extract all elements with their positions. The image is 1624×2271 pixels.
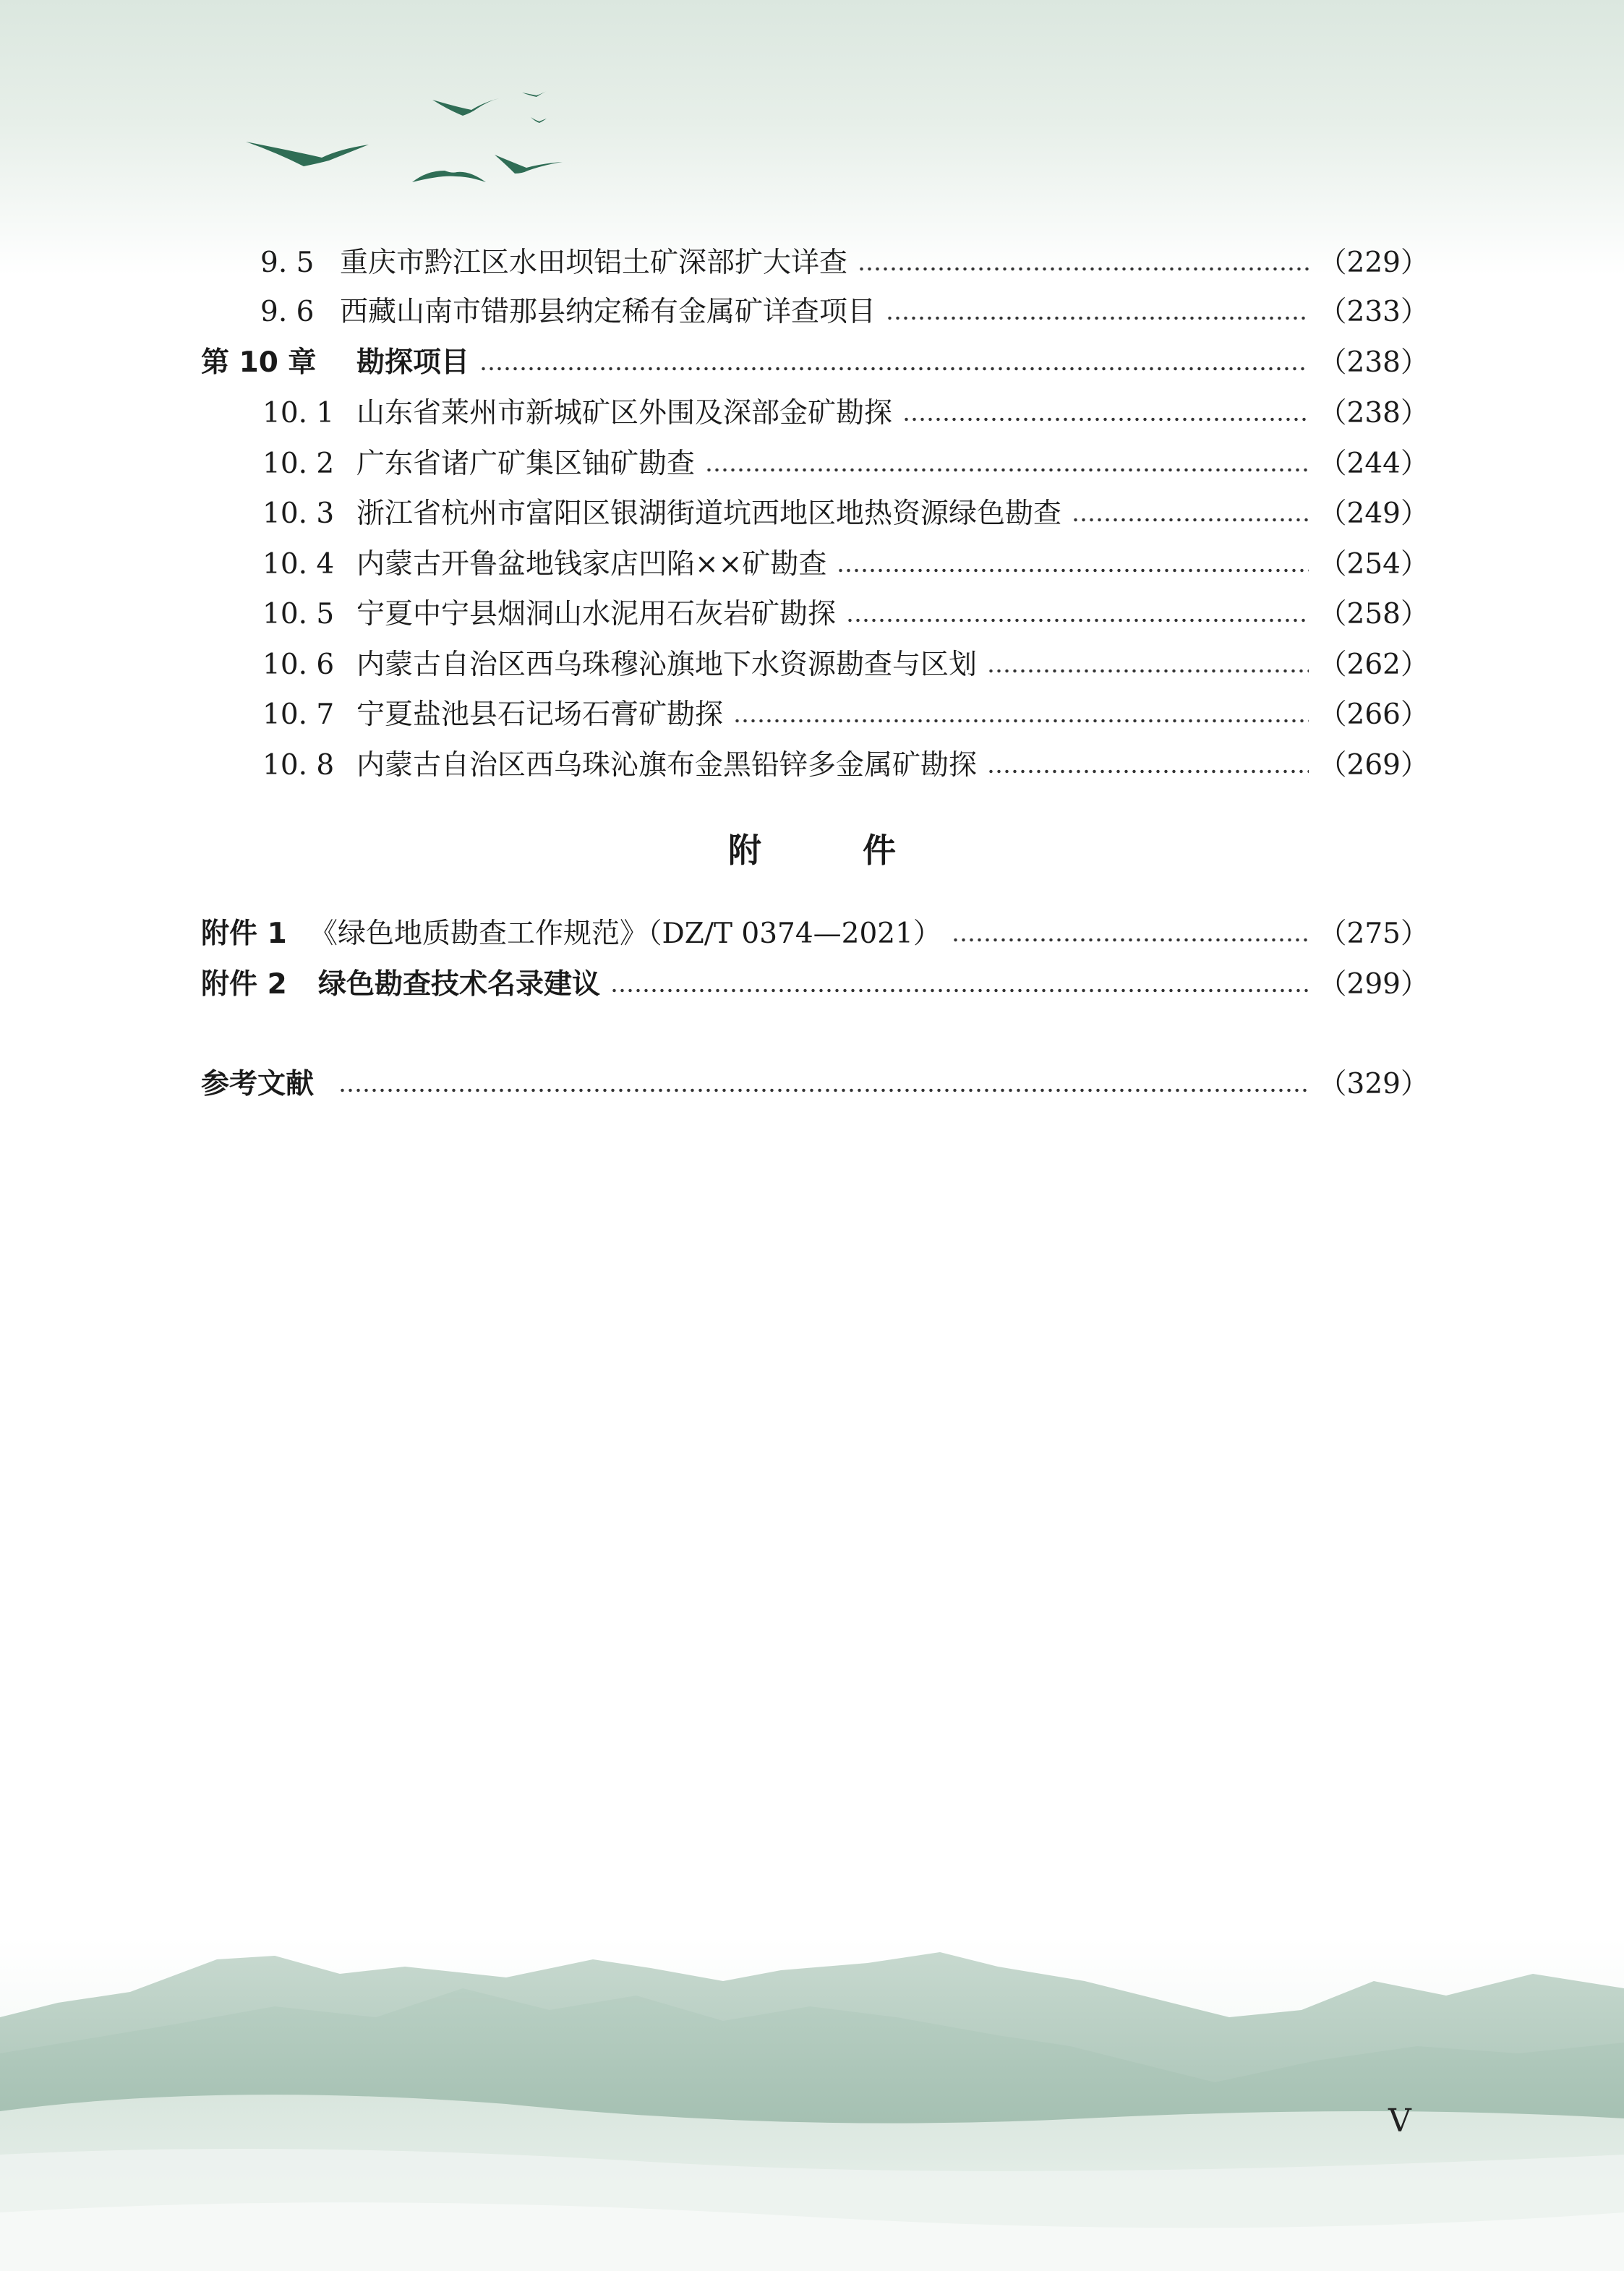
entry-title: 重庆市黔江区水田坝铝土矿深部扩大详查 bbox=[340, 247, 848, 279]
entry-page: （238） bbox=[1318, 397, 1429, 429]
entry-number: 10. 8 bbox=[262, 749, 335, 782]
references-page: （329） bbox=[1318, 1068, 1429, 1100]
references-title: 参考文献 bbox=[201, 1068, 315, 1100]
chapter-number: 第 10 章 bbox=[201, 346, 317, 379]
entry-title: 山东省莱州市新城矿区外围及深部金矿勘探 bbox=[356, 397, 893, 429]
entry-number: 10. 1 bbox=[262, 397, 335, 429]
toc-entry[interactable] bbox=[262, 596, 1429, 633]
entry-page: （258） bbox=[1318, 598, 1429, 630]
dot-leader bbox=[1072, 516, 1309, 523]
entry-number: 10. 3 bbox=[262, 497, 335, 530]
toc-appendix-entry[interactable] bbox=[201, 915, 1429, 953]
toc-chapter-entry[interactable] bbox=[201, 344, 1429, 382]
dot-leader bbox=[987, 768, 1309, 775]
entry-page: （229） bbox=[1318, 247, 1429, 279]
entry-title: 内蒙古自治区西乌珠沁旗布金黑铅锌多金属矿勘探 bbox=[356, 749, 978, 782]
mountain-landscape-illustration bbox=[0, 1938, 1624, 2271]
appendix-page: （299） bbox=[1318, 968, 1429, 1001]
appendix-number: 附件 1 bbox=[201, 918, 287, 950]
entry-title: 宁夏中宁县烟洞山水泥用石灰岩矿勘探 bbox=[356, 598, 837, 630]
entry-title: 浙江省杭州市富阳区银湖街道坑西地区地热资源绿色勘查 bbox=[356, 497, 1062, 530]
entry-number: 10. 2 bbox=[262, 448, 335, 480]
toc-entry[interactable] bbox=[260, 294, 1429, 331]
bird-icon bbox=[246, 142, 369, 166]
entry-number: 9. 6 bbox=[260, 296, 315, 328]
appendix-title: 《绿色地质勘查工作规范》（DZ/T 0374—2021） bbox=[309, 918, 941, 950]
entry-title: 内蒙古开鲁盆地钱家店凹陷××矿勘查 bbox=[356, 548, 827, 581]
bird-icon bbox=[531, 117, 547, 123]
page-number: V bbox=[1388, 2103, 1411, 2139]
dot-leader bbox=[338, 1087, 1309, 1094]
entry-page: （254） bbox=[1318, 548, 1429, 581]
entry-title: 西藏山南市错那县纳定稀有金属矿详查项目 bbox=[340, 296, 876, 328]
toc-appendix-entry[interactable] bbox=[201, 966, 1429, 1004]
toc-entry[interactable] bbox=[262, 445, 1429, 483]
dot-leader bbox=[479, 365, 1309, 372]
bird-icon bbox=[522, 91, 547, 97]
appendix-title: 绿色勘查技术名录建议 bbox=[318, 968, 601, 1001]
entry-page: （233） bbox=[1318, 296, 1429, 328]
dot-leader bbox=[858, 265, 1309, 273]
entry-page: （244） bbox=[1318, 448, 1429, 480]
flying-birds-illustration bbox=[0, 0, 1624, 217]
toc-entry[interactable] bbox=[262, 696, 1429, 734]
toc-entry[interactable] bbox=[260, 244, 1429, 282]
appendix-page: （275） bbox=[1318, 918, 1429, 950]
entry-title: 宁夏盐池县石记场石膏矿勘探 bbox=[356, 698, 724, 731]
entry-number: 10. 7 bbox=[262, 698, 335, 731]
toc-entry[interactable] bbox=[262, 495, 1429, 533]
toc-entry[interactable] bbox=[262, 395, 1429, 432]
entry-page: （249） bbox=[1318, 497, 1429, 530]
dot-leader bbox=[952, 936, 1309, 944]
toc-entry[interactable] bbox=[262, 747, 1429, 784]
bird-icon bbox=[495, 155, 563, 174]
entry-page: （262） bbox=[1318, 649, 1429, 681]
entry-page: （269） bbox=[1318, 749, 1429, 782]
toc-entry[interactable] bbox=[262, 546, 1429, 583]
dot-leader bbox=[846, 617, 1309, 624]
dot-leader bbox=[987, 667, 1309, 675]
entry-number: 10. 4 bbox=[262, 548, 335, 581]
entry-number: 9. 5 bbox=[260, 247, 315, 279]
toc-references-entry[interactable] bbox=[201, 1066, 1429, 1103]
dot-leader bbox=[837, 567, 1308, 574]
entry-number: 10. 6 bbox=[262, 649, 335, 681]
entry-title: 广东省诸广矿集区铀矿勘查 bbox=[356, 448, 696, 480]
appendix-number: 附件 2 bbox=[201, 968, 287, 1001]
bird-icon bbox=[412, 171, 486, 182]
dot-leader bbox=[886, 315, 1309, 322]
dot-leader bbox=[705, 466, 1309, 474]
dot-leader bbox=[733, 717, 1309, 724]
appendix-heading: 附件 bbox=[728, 831, 997, 870]
entry-page: （266） bbox=[1318, 698, 1429, 731]
entry-number: 10. 5 bbox=[262, 598, 335, 630]
dot-leader bbox=[902, 416, 1309, 423]
bird-icon bbox=[432, 98, 499, 116]
dot-leader bbox=[610, 987, 1309, 994]
chapter-title: 勘探项目 bbox=[356, 346, 470, 379]
entry-title: 内蒙古自治区西乌珠穆沁旗地下水资源勘查与区划 bbox=[356, 649, 978, 681]
toc-entry[interactable] bbox=[262, 646, 1429, 684]
chapter-page: （238） bbox=[1318, 346, 1429, 379]
